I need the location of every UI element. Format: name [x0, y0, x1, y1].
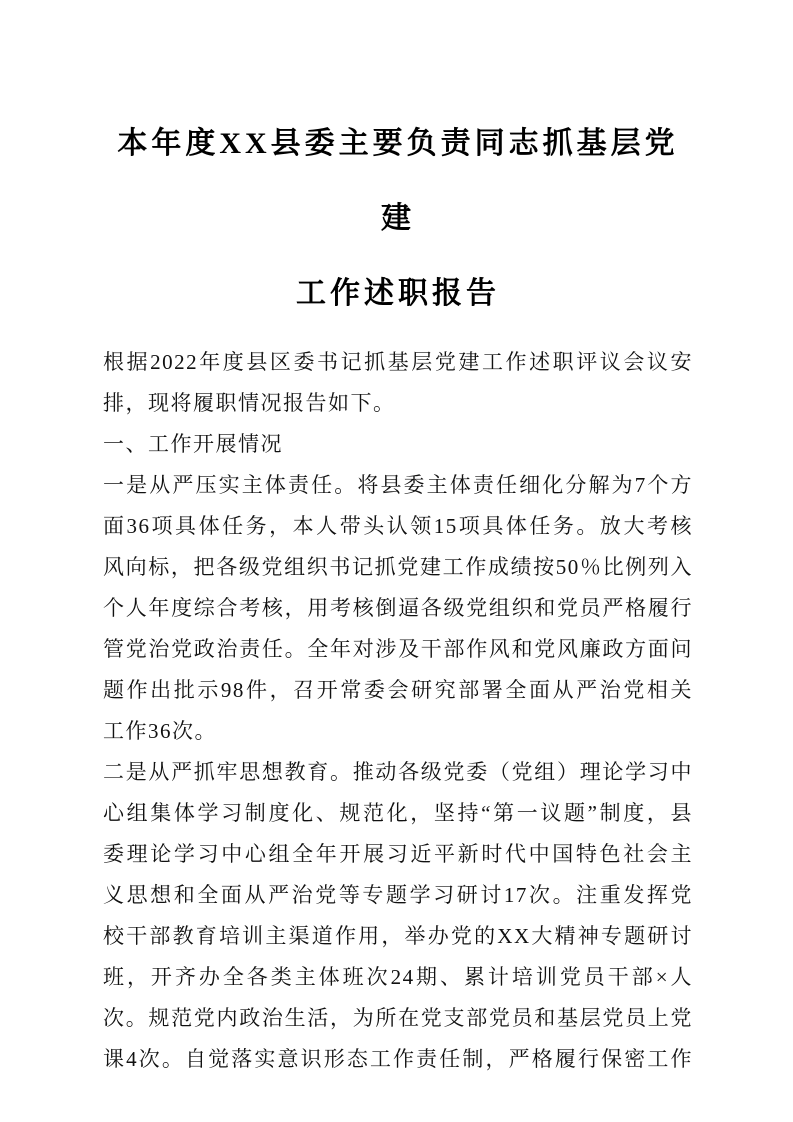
text-line: 委理论学习中心组全年开展习近平新时代中国特色社会主 [103, 842, 693, 866]
document-title-line-2: 工作述职报告 [296, 277, 500, 310]
text-line: 义思想和全面从严治党等专题学习研讨17次。注重发挥党 [103, 883, 693, 907]
text-line: 班，开齐办全各类主体班次24期、累计培训党员干部×人 [103, 965, 693, 989]
text-line: 风向标，把各级党组织书记抓党建工作成绩按50％比例列入 [103, 555, 693, 579]
document-title-line-1: 本年度XX县委主要负责同志抓基层党建 [117, 127, 679, 235]
text-line: 题作出批示98件，召开常委会研究部署全面从严治党相关 [103, 678, 693, 702]
document-title [103, 106, 693, 331]
text-line: 一、工作开展情况 [103, 432, 283, 456]
text-line: 管党治党政治责任。全年对涉及干部作风和党风廉政方面问 [103, 637, 693, 661]
text-line: 一是从严压实主体责任。将县委主体责任细化分解为7个方 [103, 473, 693, 497]
text-line: 校干部教育培训主渠道作用，举办党的XX大精神专题研讨 [103, 924, 693, 948]
text-line: 个人年度综合考核，用考核倒逼各级党组织和党员严格履行 [103, 596, 693, 620]
text-line: 课4次。自觉落实意识形态工作责任制，严格履行保密工作 [103, 1047, 693, 1071]
text-line: 二是从严抓牢思想教育。推动各级党委（党组）理论学习中 [103, 760, 693, 784]
paragraph [103, 465, 693, 752]
paragraph [103, 752, 693, 1080]
text-line: 根据2022年度县区委书记抓基层党建工作述职评议会议安 [103, 350, 693, 374]
text-line: 面36项具体任务，本人带头认领15项具体任务。放大考核 [103, 514, 693, 538]
text-line: 排，现将履职情况报告如下。 [103, 391, 396, 415]
text-line: 次。规范党内政治生活，为所在党支部党员和基层党员上党 [103, 1006, 693, 1030]
document-body [103, 342, 693, 1080]
text-line: 工作36次。 [103, 719, 217, 743]
paragraph [103, 424, 693, 465]
paragraph [103, 342, 693, 424]
text-line: 心组集体学习制度化、规范化，坚持“第一议题”制度，县 [103, 801, 693, 825]
